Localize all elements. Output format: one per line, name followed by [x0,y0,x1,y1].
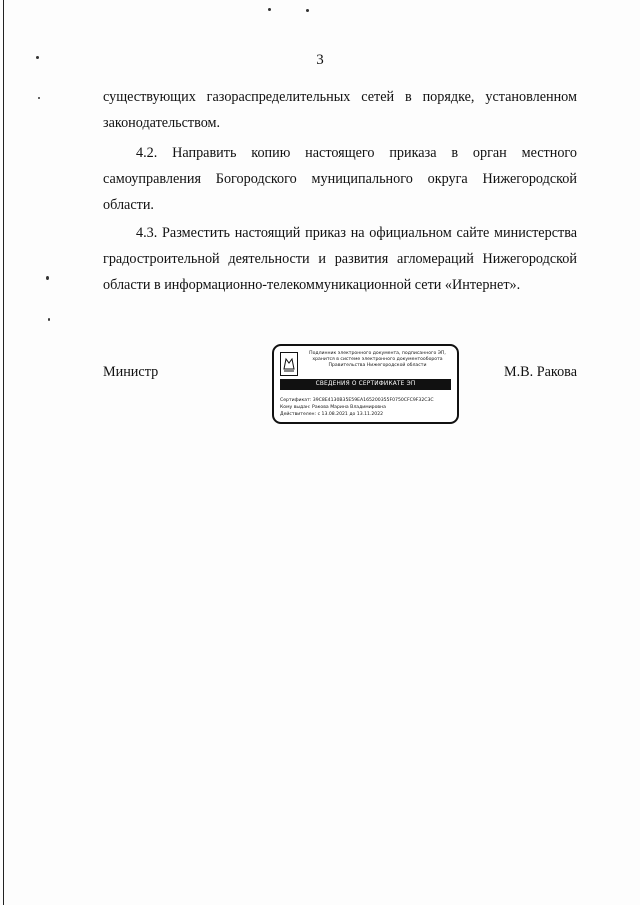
stamp-owner: Кому выдан: Ракова Марина Владимировна [280,405,386,410]
paragraph-line: области в информационно-телекоммуникационной сети «Интернет». [103,277,521,293]
paragraph-line: области. [103,197,154,213]
stamp-certificate-number: Сертификат: 39C8E4130B35E59EA165200355F0750CFC9F32C3C [280,398,434,403]
paragraph-4-3 [103,220,577,298]
page-number: 3 [316,52,324,68]
paragraph-line: 4.3. Разместить настоящий приказ на официальном сайте министерства [136,225,577,241]
stamp-validity: Действителен: с 13.08.2021 до 13.11.2022 [280,412,384,417]
scan-speck [38,97,40,99]
stamp-certificate-bar: СВЕДЕНИЯ О СЕРТИФИКАТЕ ЭП [280,379,451,390]
signatory-name: М.В. Ракова [504,364,577,380]
paragraph-line: градостроительной деятельности и развития агломераций Нижегородской [103,251,577,267]
stamp-details [280,397,434,418]
scan-speck [306,9,309,12]
paragraph-line: 4.2. Направить копию настоящего приказа в орган местного [136,145,577,161]
scan-speck [46,276,49,280]
scan-speck [268,8,271,11]
paragraph-continuation [103,84,577,136]
signatory-title: Министр [103,364,159,380]
paragraph-line: существующих газораспределительных сетей в порядке, установленном [103,89,577,105]
coat-of-arms-icon [280,352,298,376]
paragraph-4-2 [103,140,577,218]
stamp-header-line: хранится в системе электронного документооборота [312,357,443,362]
paragraph-line: законодательством. [103,115,221,131]
stamp-header [300,351,455,369]
electronic-signature-stamp [272,344,459,424]
scan-left-edge [3,0,4,905]
stamp-header-line: Подлинник электронного документа, подписанного ЭП, [309,351,446,356]
scan-speck [48,318,50,321]
stamp-header-line: Правительства Нижегородской области [328,363,427,368]
paragraph-line: самоуправления Богородского муниципального округа Нижегородской [103,171,577,187]
